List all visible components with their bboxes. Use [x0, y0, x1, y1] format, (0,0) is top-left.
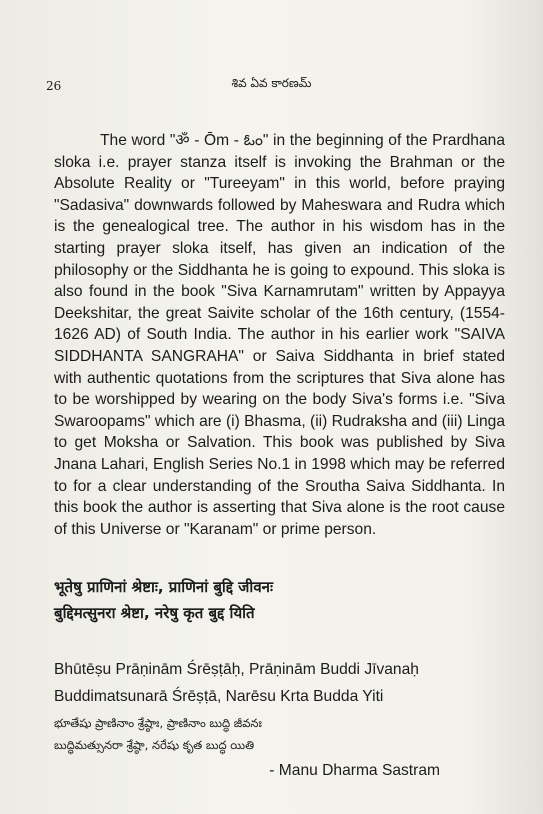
running-head: శివ ఏవ కారణమ్ [231, 76, 312, 90]
telugu-verse-line: బుద్ధిమత్సునరా శ్రేష్ఠా, నరేషు కృత బుద్ధ యితి [54, 738, 255, 752]
sanskrit-verse-line: भूतेषु प्राणिनां श्रेष्टाः, प्राणिनां बुद्दि जीवनः [54, 578, 274, 596]
sanskrit-verse [54, 574, 514, 626]
body-paragraph: The word "ॐ - Ōm - ఓం" in the beginning of the Prardhana sloka i.e. prayer stanza itself is invoking the Brahman or the Absolute Reality or "Tureeyam" in this world, before praying "Sadasiva" downwards followed by Maheswara and Rudra which is the genealogical tree. The author in his wisdom has in the starting prayer sloka itself, has given an indication of the philosophy or the Siddhanta he is going to expound. This sloka is also found in the book "Siva Karnamrutam" written by Appayya Deekshitar, the great Saivite scholar of the 16th century, (1554-1626 AD) of South India. The author in his earlier work "SAIVA SIDDHANTA SANGRAHA" or Saiva Siddhanta in brief stated with authentic quotations from the scriptures that Siva alone has to be worshipped by wearing on the body Siva's forms i.e. "Siva Swaroopams" which are (i) Bhasma, (ii) Rudraksha and (iii) Linga to get Moksha or Salvation. This book was published by Siva Jnana Lahari, English Series No.1 in 1998 which may be referred to for a clear understanding of the Sroutha Saiva Siddhanta. In this book the author is asserting that Siva alone is the root cause of this Universe or "Karanam" or prime person. [54, 132, 506, 538]
telugu-verse [54, 712, 514, 756]
telugu-verse-line: భూతేషు ప్రాణినాం శ్రేష్ఠాః, ప్రాణినాం బుద్ధి జీవనః [54, 716, 262, 730]
verse-attribution: - Manu Dharma Sastram [269, 762, 440, 779]
transliteration-line: Buddimatsunarā Śrēṣṭā, Narēsu Krta Budda Yiti [54, 688, 384, 705]
page-number: 26 [46, 79, 62, 93]
transliteration-line: Bhūtēṣu Prāṇinām Śrēṣṭāḥ, Prāṇinām Buddi Jīvanaḥ [54, 661, 419, 678]
transliterated-verse [54, 656, 514, 710]
sanskrit-verse-line: बुद्दिमत्सुनरा श्रेष्टा, नरेषु कृत बुद्द यिति [54, 604, 255, 622]
